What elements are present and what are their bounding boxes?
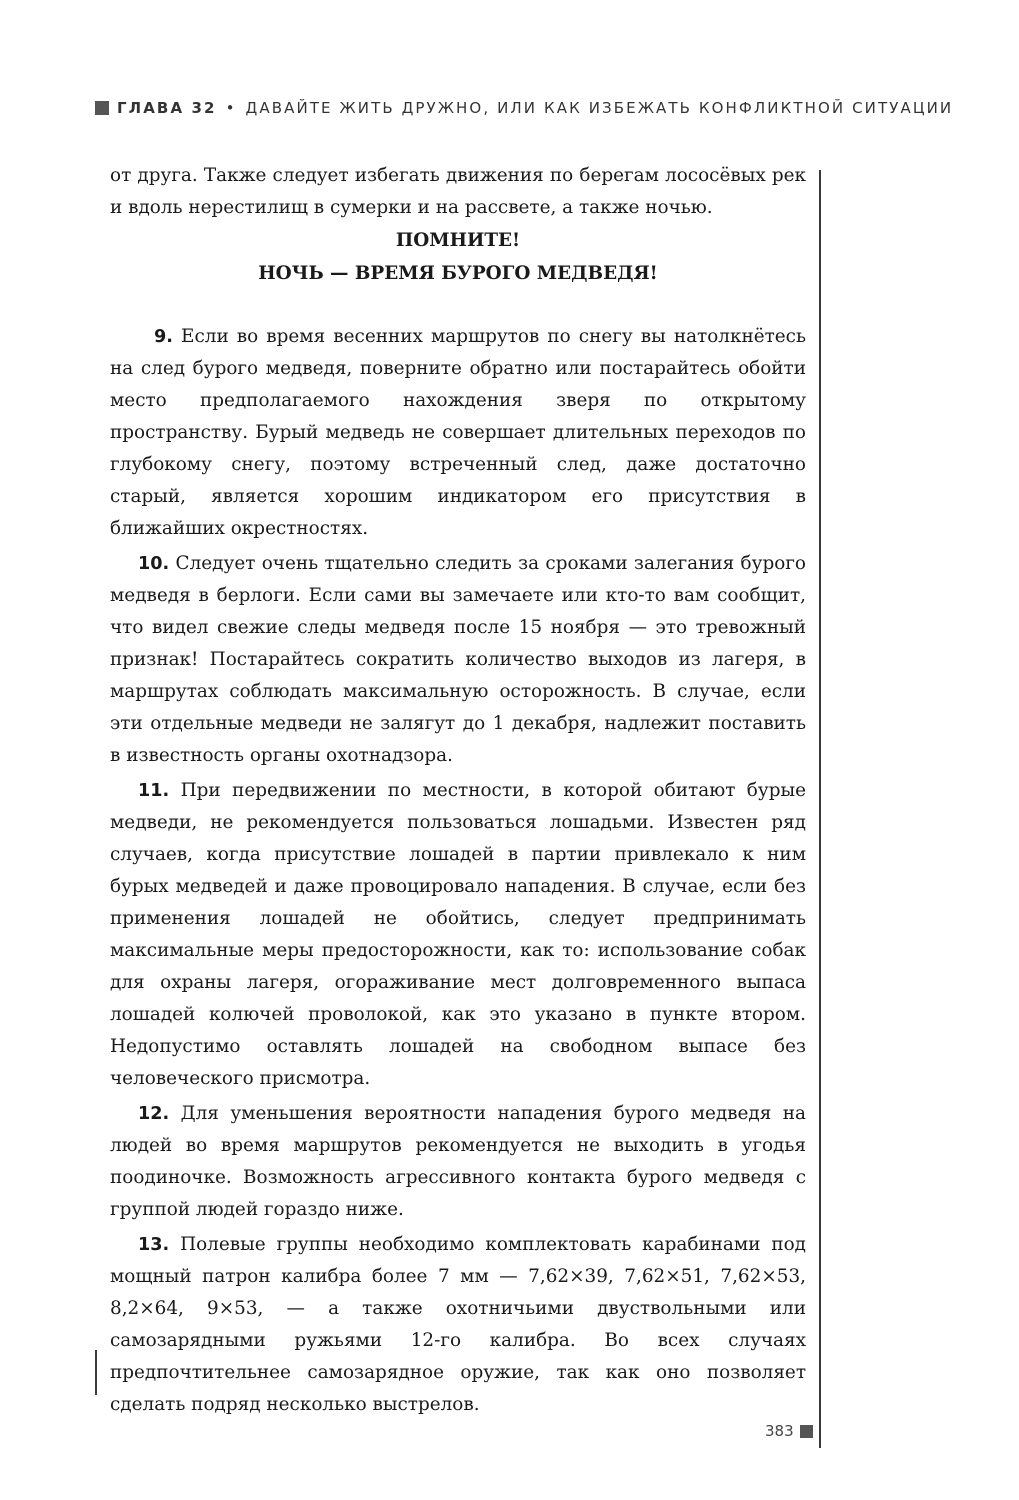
item-text: При передвижении по местности, в которой обитают бурые медведи, не рекомендуется пользоваться лошадьми. Известен ряд случаев, когда присутствие лошадей в партии привлекало к ним бурых медведей и даже провоцировало нападения. В случае, если без применения лошадей не обойтись, следует предпринимать максимальные меры предосторожности, как то: использование собак для охраны лагеря, огораживание мест долговременного выпаса лошадей колючей проволокой, как это указано в пункте втором. Недопустимо оставлять лошадей на свободном выпасе без человеческого присмотра. — [110, 780, 806, 1089]
item-number: 9. — [154, 327, 173, 347]
left-margin-rule — [95, 1350, 97, 1395]
header-separator: • — [225, 99, 237, 117]
list-item-9 — [110, 321, 806, 545]
running-header — [95, 96, 954, 120]
right-margin-rule — [819, 170, 821, 1448]
page-number: 383 — [765, 1422, 794, 1440]
body-text — [110, 160, 806, 1424]
item-number: 10. — [138, 554, 170, 574]
list-item-11 — [110, 775, 806, 1095]
item-number: 12. — [138, 1104, 170, 1124]
chapter-label: ГЛАВА 32 — [117, 99, 217, 117]
callout-line-2: НОЧЬ — ВРЕМЯ БУРОГО МЕДВЕДЯ! — [258, 263, 658, 284]
header-square-marker — [95, 101, 109, 115]
item-number: 13. — [138, 1235, 170, 1255]
footer-square-marker — [800, 1425, 813, 1438]
item-text: Следует очень тщательно следить за сроками залегания бурого медведя в берлоги. Если сами вы замечаете или кто-то вам сообщит, что видел свежие следы медведя после 15 ноября — это тревожный признак! Постарайтесь сократить количество выходов из лагеря, в маршрутах соблюдать максимальную осторожность. В случае, если эти отдельные медведи не залягут до 1 декабря, надлежит поставить в известность органы охотнадзора. — [110, 553, 806, 766]
chapter-title: ДАВАЙТЕ ЖИТЬ ДРУЖНО, ИЛИ КАК ИЗБЕЖАТЬ КОНФЛИКТНОЙ СИТУАЦИИ — [245, 99, 954, 117]
opening-paragraph: от друга. Также следует избегать движения по берегам лососёвых рек и вдоль нерестилищ в сумерки и на рассвете, а также ночью. — [110, 165, 806, 218]
callout — [110, 224, 806, 290]
callout-line-1: ПОМНИТЕ! — [395, 230, 521, 251]
item-text: Для уменьшения вероятности нападения бурого медведя на людей во время маршрутов рекомендуется не выходить в угодья поодиночке. Возможность агрессивного контакта бурого медведя с группой людей гораздо ниже. — [110, 1103, 806, 1220]
item-text: Если во время весенних маршрутов по снегу вы натолкнётесь на след бурого медведя, поверните обратно или постарайтесь обойти место предполагаемого нахождения зверя по открытому пространству. Бурый медведь не совершает длительных переходов по глубокому снегу, поэтому встреченный след, даже достаточно старый, является хорошим индикатором его присутствия в ближайших окрестностях. — [110, 326, 806, 539]
item-number: 11. — [138, 781, 170, 801]
list-item-13 — [110, 1229, 806, 1421]
item-text: Полевые группы необходимо комплектовать карабинами под мощный патрон калибра более 7 мм — 7,62×39, 7,62×51, 7,62×53, 8,2×64, 9×53, — а также охотничьими двуствольными или самозарядными ружьями 12-го калибра. Во всех случаях предпочтительнее самозарядное оружие, так как оно позволяет сделать подряд несколько выстрелов. — [110, 1234, 806, 1415]
list-item-12 — [110, 1098, 806, 1226]
list-item-10 — [110, 548, 806, 772]
page-footer — [765, 1420, 813, 1442]
